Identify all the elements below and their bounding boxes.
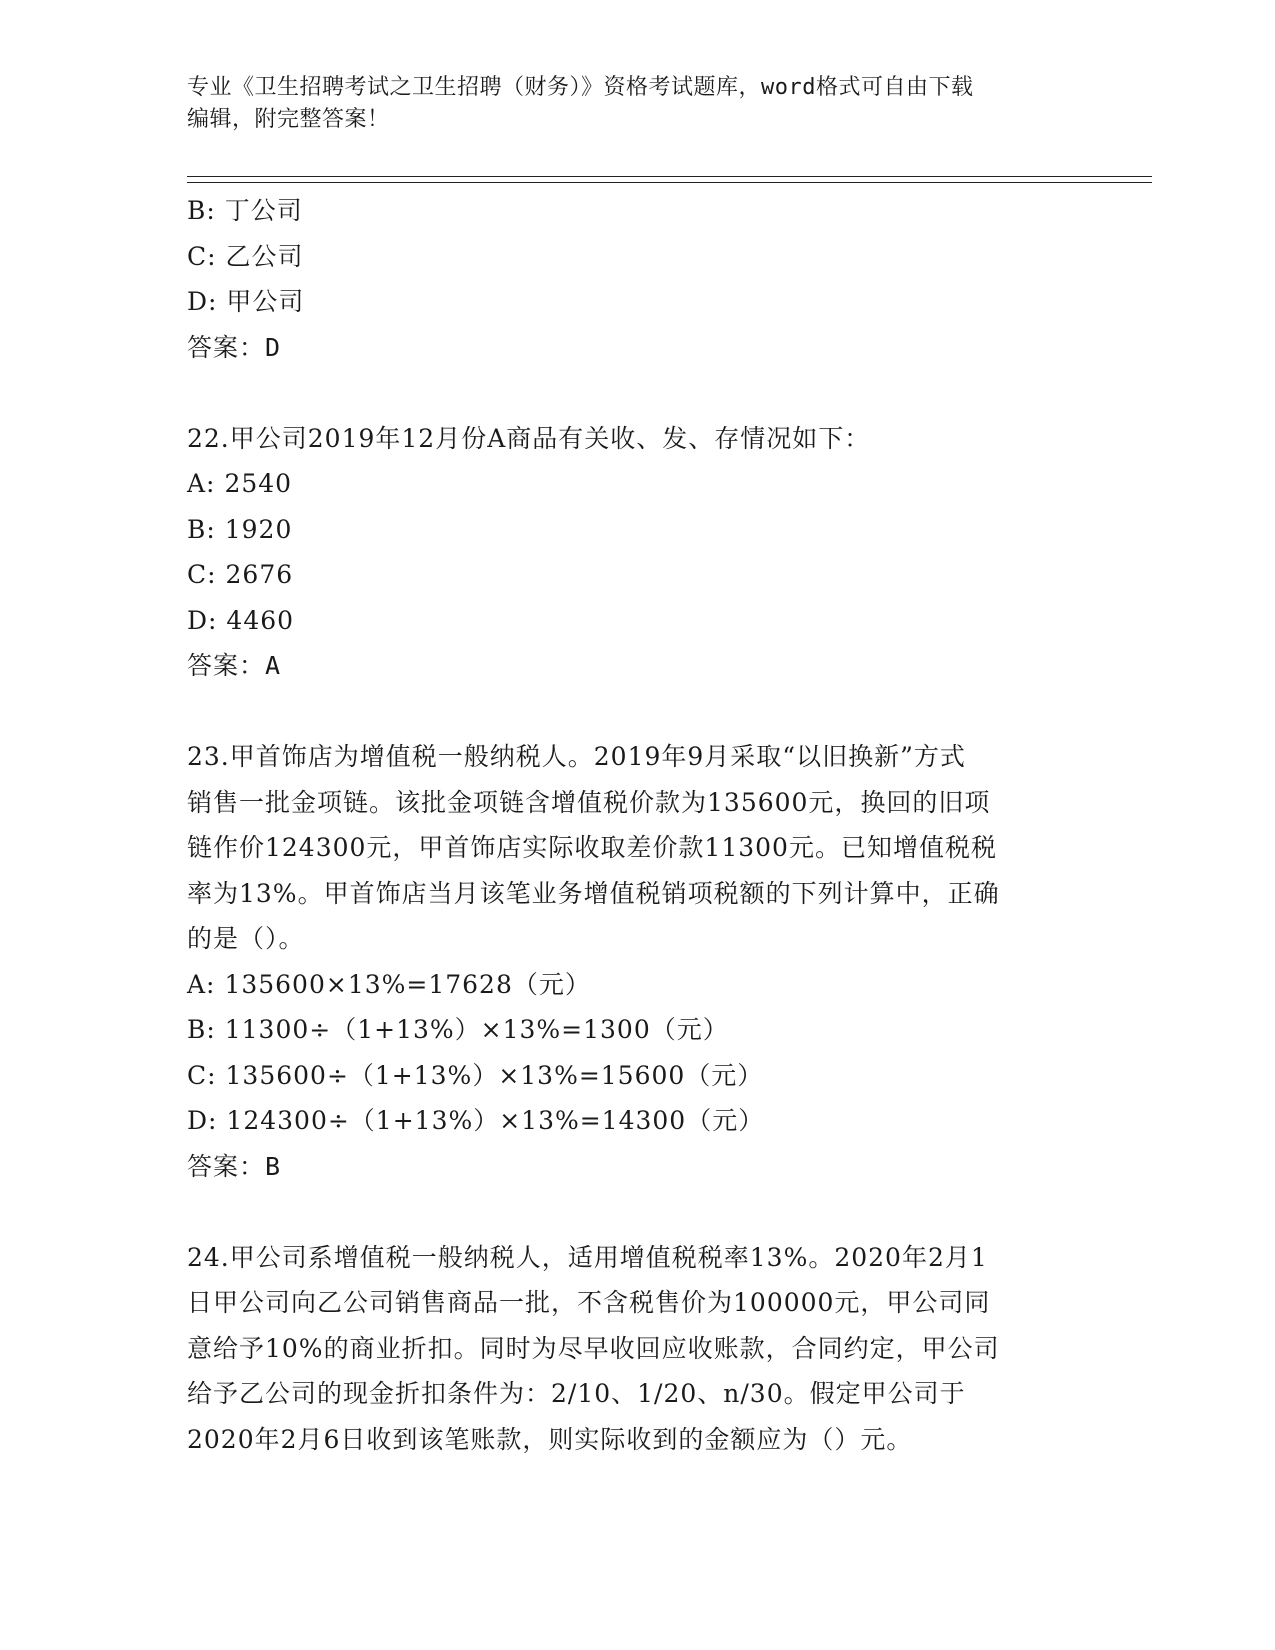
answer-line: 答案：D bbox=[187, 332, 282, 362]
option-b bbox=[187, 507, 1087, 553]
header-line-1: 专业《卫生招聘考试之卫生招聘（财务）》资格考试题库，word格式可自由下载 bbox=[187, 75, 974, 100]
option-label: B: bbox=[187, 196, 216, 225]
spacer bbox=[187, 1189, 1087, 1235]
option-a bbox=[187, 962, 1087, 1008]
question-stem-line: 率为13%。甲首饰店当月该笔业务增值税销项税额的下列计算中，正确 bbox=[187, 878, 1000, 908]
option-d bbox=[187, 598, 1087, 644]
page-header bbox=[187, 72, 1087, 136]
answer-line: 答案：A bbox=[187, 651, 282, 680]
question-stem-line: 23.甲首饰店为增值税一般纳税人。2019年9月采取“以旧换新”方式 bbox=[187, 742, 966, 771]
option-text: 乙公司 bbox=[225, 241, 304, 271]
question-stem-line: 给予乙公司的现金折扣条件为：2/10、1/20、n/30。假定甲公司于 bbox=[187, 1379, 966, 1408]
option-label: D: bbox=[187, 605, 218, 635]
option-text: 丁公司 bbox=[224, 196, 303, 225]
question-stem-line: 的是（）。 bbox=[187, 924, 305, 953]
question-stem-line: 链作价124300元，甲首饰店实际收取差价款11300元。已知增值税税 bbox=[187, 833, 997, 862]
option-b bbox=[187, 1007, 1087, 1053]
question-stem-line: 销售一批金项链。该批金项链含增值税价款为135600元，换回的旧项 bbox=[187, 787, 991, 817]
option-label: D: bbox=[187, 1106, 218, 1135]
option-label: A: bbox=[187, 469, 216, 498]
option-text: 1920 bbox=[224, 514, 293, 544]
option-c bbox=[187, 552, 1087, 598]
question-stem-line: 2020年2月6日收到该笔账款，则实际收到的金额应为（）元。 bbox=[187, 1424, 913, 1454]
option-text: 135600×13%=17628（元） bbox=[224, 969, 591, 999]
option-label: A: bbox=[187, 969, 216, 999]
option-text: 4460 bbox=[226, 605, 295, 635]
option-label: C: bbox=[187, 1060, 217, 1090]
question-24 bbox=[187, 1235, 1087, 1463]
header-line-2: 编辑，附完整答案！ bbox=[187, 107, 390, 132]
option-a bbox=[187, 461, 1087, 507]
option-label: B: bbox=[187, 1015, 216, 1044]
option-c bbox=[187, 1053, 1087, 1099]
question-22 bbox=[187, 416, 1087, 689]
question-23 bbox=[187, 734, 1087, 1189]
option-text: 135600÷（1+13%）×13%=15600（元） bbox=[225, 1060, 764, 1090]
option-text: 2540 bbox=[224, 469, 293, 498]
option-label: C: bbox=[187, 560, 217, 589]
option-text: 11300÷（1+13%）×13%=1300（元） bbox=[224, 1015, 729, 1044]
question-stem-line: 22.甲公司2019年12月份A商品有关收、发、存情况如下： bbox=[187, 423, 871, 453]
option-text: 124300÷（1+13%）×13%=14300（元） bbox=[226, 1106, 765, 1135]
answer-line: 答案：B bbox=[187, 1151, 282, 1181]
question-21-continued bbox=[187, 188, 1087, 370]
option-label: C: bbox=[187, 241, 217, 271]
option-d bbox=[187, 279, 1087, 325]
option-text: 甲公司 bbox=[226, 287, 305, 316]
option-text: 2676 bbox=[225, 560, 294, 589]
spacer bbox=[187, 689, 1087, 735]
option-b bbox=[187, 188, 1087, 234]
spacer bbox=[187, 370, 1087, 416]
document-body bbox=[187, 188, 1087, 1462]
option-d bbox=[187, 1098, 1087, 1144]
option-label: B: bbox=[187, 514, 216, 544]
question-stem-line: 意给予10%的商业折扣。同时为尽早收回应收账款，合同约定，甲公司 bbox=[187, 1333, 1000, 1363]
question-stem-line: 日甲公司向乙公司销售商品一批，不含税售价为100000元，甲公司同 bbox=[187, 1288, 991, 1317]
question-stem-line: 24.甲公司系增值税一般纳税人，适用增值税税率13%。2020年2月1 bbox=[187, 1242, 988, 1272]
option-label: D: bbox=[187, 287, 218, 316]
header-divider bbox=[187, 176, 1152, 183]
option-c bbox=[187, 234, 1087, 280]
